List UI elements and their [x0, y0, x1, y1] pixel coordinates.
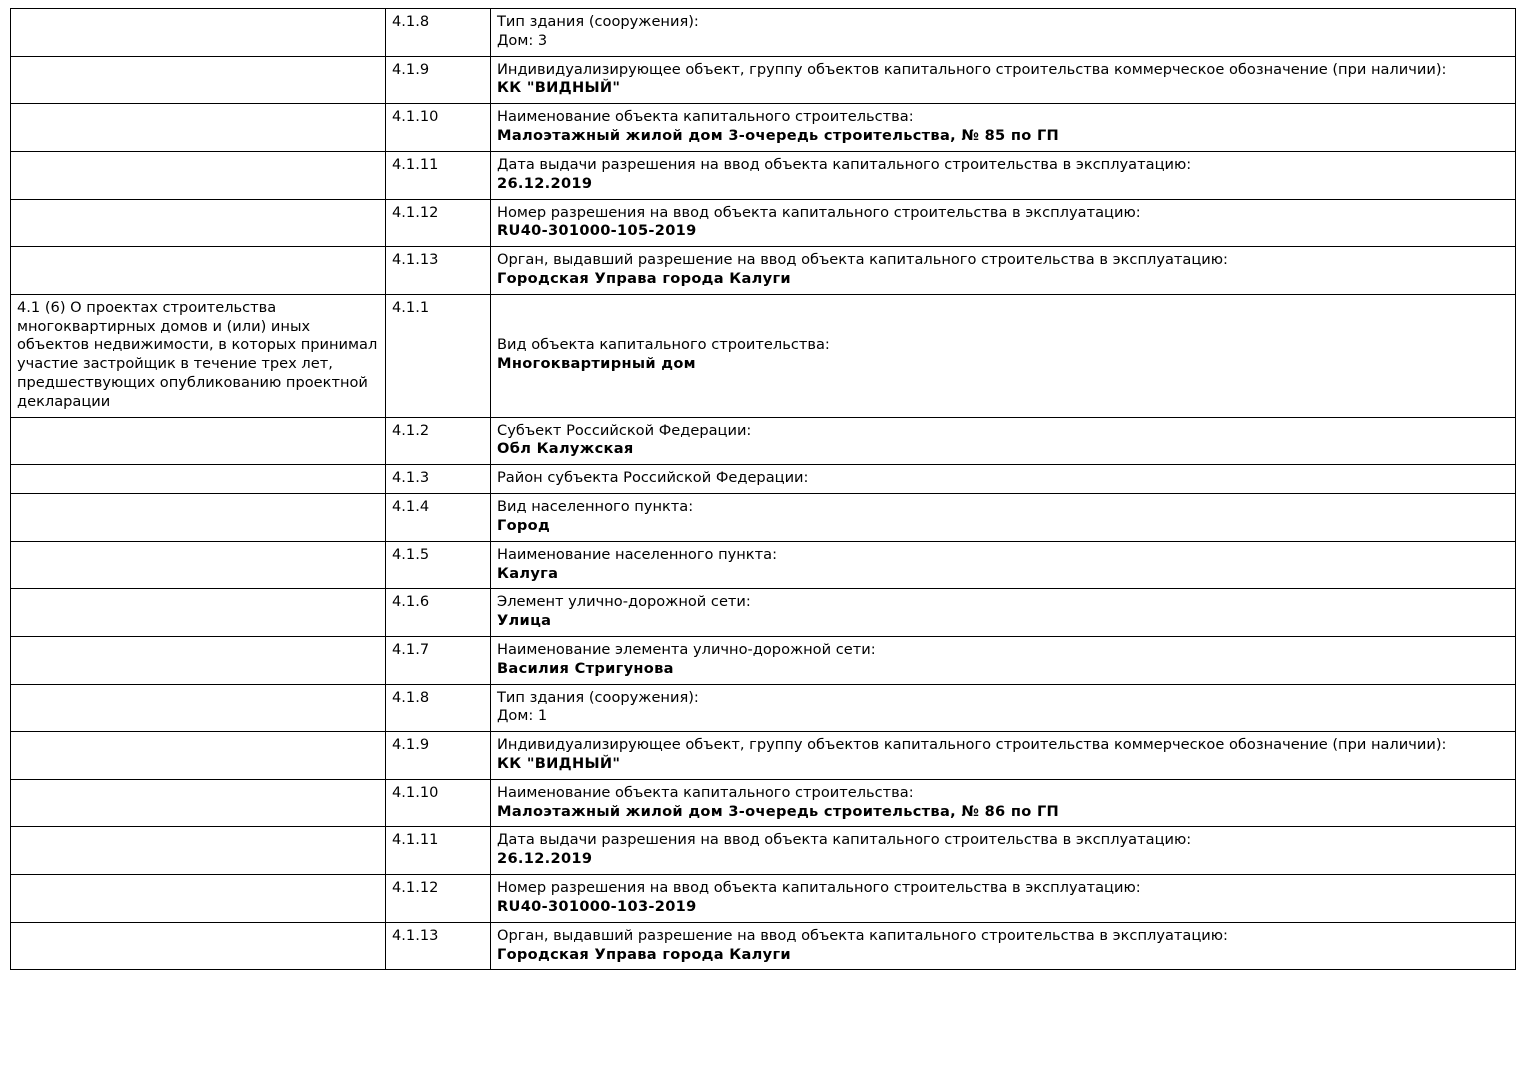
clause-content-cell	[491, 779, 1516, 827]
clause-label: Наименование объекта капитального строительства:	[497, 783, 914, 801]
clause-code-cell: 4.1.11	[386, 827, 491, 875]
clause-code-cell: 4.1.1	[386, 294, 491, 417]
table-row	[11, 827, 1516, 875]
section-cell	[11, 9, 386, 57]
clause-label: Орган, выдавший разрешение на ввод объекта капитального строительства в эксплуатацию:	[497, 926, 1228, 944]
clause-content-cell	[491, 875, 1516, 923]
clause-value: Калуга	[497, 564, 559, 582]
clause-code-cell: 4.1.13	[386, 922, 491, 970]
clause-code-cell: 4.1.5	[386, 541, 491, 589]
section-cell	[11, 589, 386, 637]
clause-content-cell	[491, 247, 1516, 295]
table-row	[11, 104, 1516, 152]
clause-content-cell	[491, 732, 1516, 780]
clause-code-cell: 4.1.8	[386, 9, 491, 57]
table-row	[11, 636, 1516, 684]
clause-label: Дата выдачи разрешения на ввод объекта капитального строительства в эксплуатацию:	[497, 831, 1192, 849]
table-row	[11, 294, 1516, 417]
clause-value: Василия Стригунова	[497, 659, 674, 677]
clause-content-cell	[491, 541, 1516, 589]
table-row	[11, 151, 1516, 199]
clause-label: Вид объекта капитального строительства:	[497, 336, 830, 354]
clause-value: Улица	[497, 612, 552, 630]
table-row	[11, 875, 1516, 923]
clause-value: Обл Калужская	[497, 440, 634, 458]
section-cell	[11, 199, 386, 247]
section-cell	[11, 541, 386, 589]
clause-value: Городская Управа города Калуги	[497, 269, 791, 287]
section-cell	[11, 922, 386, 970]
clause-content-cell	[491, 417, 1516, 465]
clause-label: Номер разрешения на ввод объекта капитального строительства в эксплуатацию:	[497, 203, 1141, 221]
declaration-table	[10, 8, 1516, 970]
table-row	[11, 199, 1516, 247]
section-cell	[11, 247, 386, 295]
clause-content-cell	[491, 465, 1516, 494]
section-cell	[11, 684, 386, 732]
clause-value: Многоквартирный дом	[497, 355, 696, 373]
table-row	[11, 56, 1516, 104]
clause-label: Индивидуализирующее объект, группу объектов капитального строительства коммерческое обозначение (при наличии):	[497, 60, 1447, 78]
section-cell	[11, 494, 386, 542]
clause-code-cell: 4.1.8	[386, 684, 491, 732]
clause-value: Малоэтажный жилой дом 3-очередь строительства, № 86 по ГП	[497, 802, 1060, 820]
clause-content-cell	[491, 827, 1516, 875]
clause-value: 26.12.2019	[497, 174, 593, 192]
clause-label: Тип здания (сооружения):	[497, 13, 699, 30]
section-cell	[11, 151, 386, 199]
clause-label: Вид населенного пункта:	[497, 498, 694, 516]
section-cell	[11, 779, 386, 827]
clause-value: Дом: 3	[497, 31, 548, 49]
clause-value: КК "ВИДНЫЙ"	[497, 755, 621, 773]
clause-label: Дата выдачи разрешения на ввод объекта капитального строительства в эксплуатацию:	[497, 155, 1192, 173]
clause-label: Индивидуализирующее объект, группу объектов капитального строительства коммерческое обозначение (при наличии):	[497, 736, 1447, 754]
table-row	[11, 465, 1516, 494]
clause-label: Орган, выдавший разрешение на ввод объекта капитального строительства в эксплуатацию:	[497, 251, 1228, 269]
table-row	[11, 922, 1516, 970]
clause-content-cell	[491, 589, 1516, 637]
clause-code-cell: 4.1.6	[386, 589, 491, 637]
table-row	[11, 684, 1516, 732]
clause-label: Наименование населенного пункта:	[497, 545, 777, 563]
table-row	[11, 589, 1516, 637]
clause-label: Номер разрешения на ввод объекта капитального строительства в эксплуатацию:	[497, 879, 1141, 897]
clause-code-cell: 4.1.12	[386, 199, 491, 247]
clause-code-cell: 4.1.3	[386, 465, 491, 494]
clause-content-cell	[491, 636, 1516, 684]
clause-content-cell	[491, 494, 1516, 542]
table-row	[11, 779, 1516, 827]
clause-value: Городская Управа города Калуги	[497, 945, 791, 963]
section-cell	[11, 827, 386, 875]
table-row	[11, 732, 1516, 780]
clause-value: 26.12.2019	[497, 850, 593, 868]
declaration-table-body	[11, 9, 1516, 970]
clause-label: Тип здания (сооружения):	[497, 688, 699, 706]
clause-content-cell	[491, 684, 1516, 732]
clause-content-cell	[491, 9, 1516, 57]
section-cell	[11, 732, 386, 780]
clause-code-cell: 4.1.9	[386, 732, 491, 780]
clause-content-cell	[491, 922, 1516, 970]
section-cell	[11, 417, 386, 465]
section-cell	[11, 875, 386, 923]
clause-label: Элемент улично-дорожной сети:	[497, 593, 751, 611]
table-row	[11, 541, 1516, 589]
clause-content-cell	[491, 294, 1516, 417]
clause-code-cell: 4.1.9	[386, 56, 491, 104]
section-cell: 4.1 (6) О проектах строительства многоквартирных домов и (или) иных объектов недвижимости, в которых принимал участие застройщик в течение трех лет, предшествующих опубликованию проектной декларации	[11, 294, 386, 417]
table-row	[11, 494, 1516, 542]
clause-code-cell: 4.1.11	[386, 151, 491, 199]
section-cell	[11, 104, 386, 152]
section-cell	[11, 465, 386, 494]
clause-code-cell: 4.1.13	[386, 247, 491, 295]
clause-code-cell: 4.1.10	[386, 779, 491, 827]
clause-value: Дом: 1	[497, 707, 548, 725]
clause-code-cell: 4.1.4	[386, 494, 491, 542]
clause-code-cell: 4.1.7	[386, 636, 491, 684]
clause-value: RU40-301000-105-2019	[497, 222, 697, 240]
section-cell	[11, 636, 386, 684]
clause-code-cell: 4.1.2	[386, 417, 491, 465]
section-cell	[11, 56, 386, 104]
clause-value: RU40-301000-103-2019	[497, 897, 697, 915]
clause-content-cell	[491, 104, 1516, 152]
clause-content-cell	[491, 56, 1516, 104]
clause-value: Малоэтажный жилой дом 3-очередь строительства, № 85 по ГП	[497, 127, 1060, 145]
clause-content-cell	[491, 151, 1516, 199]
clause-label: Район субъекта Российской Федерации:	[497, 469, 809, 487]
clause-value: Город	[497, 516, 551, 534]
clause-label: Наименование элемента улично-дорожной сети:	[497, 640, 876, 658]
clause-label: Субъект Российской Федерации:	[497, 421, 752, 439]
clause-label: Наименование объекта капитального строительства:	[497, 108, 914, 126]
table-row	[11, 9, 1516, 57]
clause-content-cell	[491, 199, 1516, 247]
table-row	[11, 417, 1516, 465]
clause-value: КК "ВИДНЫЙ"	[497, 79, 621, 97]
clause-code-cell: 4.1.10	[386, 104, 491, 152]
table-row	[11, 247, 1516, 295]
clause-code-cell: 4.1.12	[386, 875, 491, 923]
